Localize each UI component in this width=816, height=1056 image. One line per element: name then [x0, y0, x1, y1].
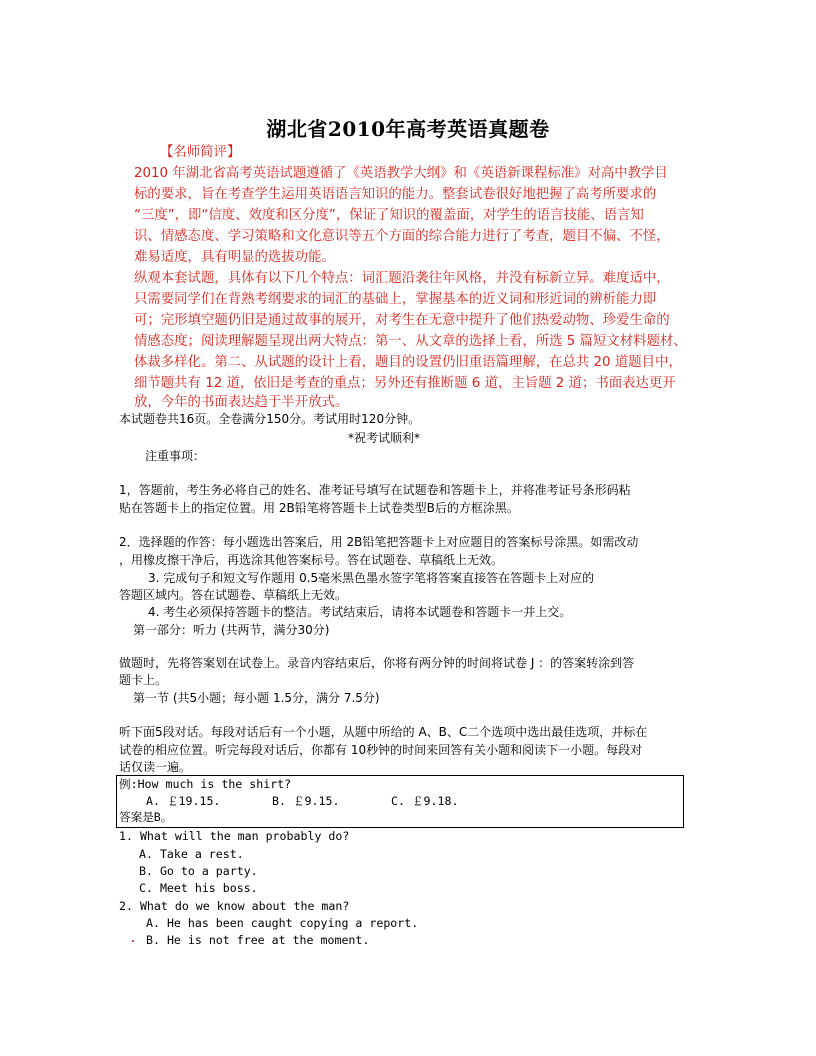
review-line: 标的要求，旨在考查学生运用英语语言知识的能力。整套试卷很好地把握了高考所要求的 — [134, 187, 657, 202]
part1-instructions-cont: 题卡上。 — [119, 673, 168, 687]
note-item-1: 1，答题前，考生务必将自己的姓名、准考证号填写在试题卷和答题卡上，并将准考证号条形码粘 — [119, 483, 631, 497]
question-stem: 2. What do we know about the man? — [119, 899, 350, 913]
page-title: 湖北省2010年高考英语真题卷 — [266, 117, 550, 141]
question-option: B. Go to a party. — [139, 864, 258, 878]
example-question: 例:How much is the shirt? — [119, 777, 292, 791]
section1-instructions-cont: 试卷的相应位置。听完每段对话后，你都有 10秒钟的时间来回答有关小题和阅读下一小题。每段对 — [119, 743, 643, 757]
review-line: 体裁多样化。第二、从试题的设计上看，题目的设置仍旧重语篇理解，在总共 20 道题目中， — [134, 355, 682, 370]
note-item-2: 2．选择题的作答：每小题选出答案后，用 2B铅笔把答题卡上对应题目的答案标号涂黑。如需改动 — [119, 535, 639, 549]
question-stem: 1. What will the man probably do? — [119, 829, 350, 843]
attention-heading: 注重事项： — [145, 449, 206, 463]
review-line: 难易适度，具有明显的选拔功能。 — [134, 250, 335, 265]
good-luck-text: *祝考试顺利* — [348, 431, 421, 445]
part1-instructions: 做题时，先将答案划在试卷上。录音内容结束后，你将有两分钟的时间将试卷 J ：的答案转涂到答 — [119, 656, 635, 670]
note-item-3-cont: 答题区域内。答在试题卷、草稿纸上无效。 — [119, 588, 348, 602]
example-option-a: A. ￡19.15. — [146, 794, 221, 808]
review-line: 2010 年湖北省高考英语试题遵循了《英语教学大纲》和《英语新课程标准》对高中教学目 — [134, 166, 668, 181]
review-heading: 【名师简评】 — [160, 145, 241, 160]
example-answer: 答案是B。 — [119, 810, 173, 824]
review-line: 可；完形填空题仍旧是通过故事的展开，对考生在无意中提升了他们热爱动物、珍爱生命的 — [134, 313, 670, 328]
question-option: A. Take a rest. — [139, 847, 244, 861]
section1-heading: 第一节 (共5小题；每小题 1.5分，满分 7.5分) — [133, 691, 380, 705]
question-option: C. Meet his boss. — [139, 881, 258, 895]
part1-heading: 第一部分：听力 (共两节，满分30分) — [133, 623, 330, 637]
review-line: 识、情感态度、学习策略和文化意识等五个方面的综合能力进行了考查，题目不偏、不怪， — [134, 229, 670, 244]
note-item-3: 3. 完成句子和短文写作题用 0.5毫米黑色墨水签字笔将答案直接答在答题卡上对应的 — [148, 571, 595, 585]
example-option-b: B. ￡9.15. — [272, 794, 340, 808]
section1-instructions-end: 话仅读一遍。 — [119, 760, 192, 774]
review-line: 放，今年的书面表达趋于半开放式。 — [134, 395, 349, 410]
review-line: “三度”，即“信度、效度和区分度”，保证了知识的覆盖面，对学生的语言技能、语言知 — [134, 208, 644, 223]
note-item-2-cont: ，用橡皮擦干净后，再选涂其他答案标号。答在试题卷、草稿纸上无效。 — [119, 553, 504, 567]
stray-mark — [132, 940, 134, 942]
example-option-c: C. ￡9.18. — [391, 794, 459, 808]
review-line: 细节题共有 12 道，依旧是考查的重点；另外还有推断题 6 道，主旨题 2 道；书面表达更开 — [134, 376, 676, 391]
note-item-1-cont: 贴在答题卡上的指定位置。用 2B铅笔将答题卡上试卷类型B后的方框涂黑。 — [119, 501, 519, 515]
review-line: 只需要同学们在背熟考纲要求的词汇的基础上，掌握基本的近义词和形近词的辨析能力即 — [134, 292, 657, 307]
exam-total-info: 本试题卷共16页。全卷满分150分。考试用时120分钟。 — [119, 412, 421, 426]
section1-instructions: 听下面5段对话。每段对话后有一个小题，从题中所给的 A、B、C二个选项中选出最佳选项，并标在 — [119, 725, 648, 739]
question-option: A. He has been caught copying a report. — [146, 916, 419, 930]
review-line: 情感态度；阅读理解题呈现出两大特点：第一、从文章的选择上看，所选 5 篇短文材料题材、 — [134, 334, 687, 349]
note-item-4: 4. 考生必须保持答题卡的整洁。考试结束后，请将本试题卷和答题卡一并上交。 — [148, 605, 572, 619]
review-line: 纵观本套试题，具体有以下几个特点：词汇题沿袭往年风格，并没有标新立异。难度适中， — [134, 271, 670, 286]
question-option: B. He is not free at the moment. — [146, 933, 370, 947]
